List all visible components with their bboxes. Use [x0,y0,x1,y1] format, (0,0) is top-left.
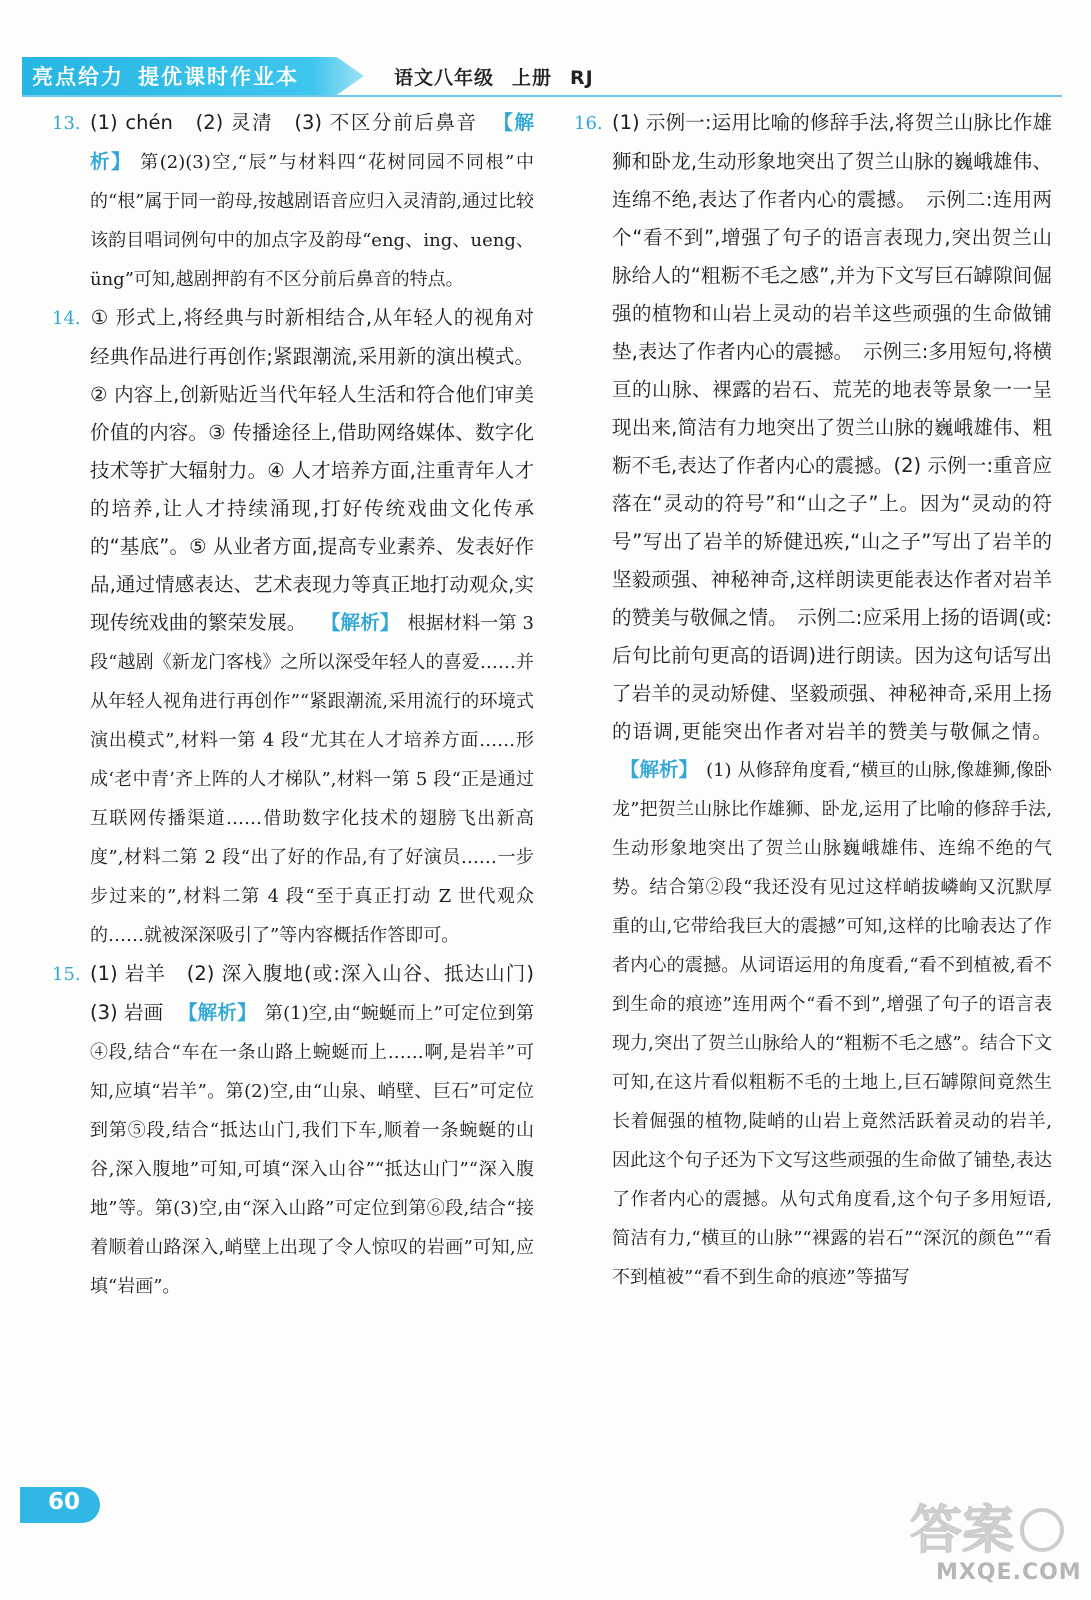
analysis-text: 第(2)(3)空,“辰”与材料四“花树同园不同根”中的“根”属于同一韵母,按越剧语音应归入灵清韵,通过比较该韵目唱词例句中的加点字及韵母“eng、ing、ueng、üng”可知,越剧押韵有不区分前后鼻音的特点。 [90,152,534,290]
analysis-tag: 【解析】 [620,758,699,781]
answer-text: (1) chén (2) 灵清 (3) 不区分前后鼻音 [90,111,478,134]
subject-grade: 语文八年级 [394,67,495,89]
analysis-text: 第(1)空,由“蜿蜒而上”可定位到第④段,结合“车在一条山路上蜿蜒而上……啊,是岩羊”可知,应填“岩羊”。第(2)空,由“山泉、峭壁、巨石”可定位到第⑤段,结合“抵达山门,我们下车,顺着一条蜿蜒的山谷,深入腹地”可知,可填“深入山谷”“抵达山门”“深入腹地”等。第(3)空,由“深入山路”可定位到第⑥段,结合“接着顺着山路深入,峭壁上出现了令人惊叹的岩画”可知,应填“岩画”。 [90,1003,534,1297]
left-column [52,104,554,1306]
question-number: 15. [52,964,81,985]
series-title [32,61,299,91]
page-header [0,0,1091,96]
question-number: 13. [52,113,81,134]
question-14 [52,299,534,955]
answer-text: (1) 示例一:运用比喻的修辞手法,将贺兰山脉比作雄狮和卧龙,生动形象地突出了贺兰山脉的巍峨雄伟、连绵不绝,表达了作者内心的震撼。 示例二:连用两个“看不到”,增强了句子的语言表现力,突出贺兰山脉给人的“粗粝不毛之感”,并为下文写巨石罅隙间倔强的植物和山岩上灵动的岩羊这些顽强的生命做铺垫,表达了作者内心的震撼。 示例三:多用短句,将横亘的山脉、裸露的岩石、荒芜的地表等景象一一呈现出来,简洁有力地突出了贺兰山脉的巍峨雄伟、粗粝不毛,表达了作者内心的震撼。(2) 示例一:重音应落在“灵动的符号”和“山之子”上。因为“灵动的符号”写出了岩羊的矫健迅疾,“山之子”写出了岩羊的坚毅顽强、神秘神奇,这样朗读更能表达作者对岩羊的赞美与敬佩之情。 示例二:应采用上扬的语调(或:后句比前句更高的语调)进行朗读。因为这句话写出了岩羊的灵动矫健、坚毅顽强、神秘神奇,采用上扬的语调,更能突出作者对岩羊的赞美与敬佩之情。 [612,111,1052,743]
series-name: 提优课时作业本 [138,65,299,89]
analysis-text: (1) 从修辞角度看,“横亘的山脉,像雄狮,像卧龙”把贺兰山脉比作雄狮、卧龙,运用了比喻的修辞手法,生动形象地突出了贺兰山脉巍峨雄伟、连绵不绝的气势。结合第②段“我还没有见过这样峭拔嶙峋又沉默厚重的山,它带给我巨大的震撼”可知,这样的比喻表达了作者内心的震撼。从词语运用的角度看,“看不到植被,看不到生命的痕迹”连用两个“看不到”,增强了句子的语言表现力,突出了贺兰山脉给人的“粗粝不毛之感”。结合下文可知,在这片看似粗粝不毛的土地上,巨石罅隙间竟然生长着倔强的植物,陡峭的山岩上竟然活跃着灵动的岩羊,因此这个句子还为下文写这些顽强的生命做了铺垫,表达了作者内心的震撼。从句式角度看,这个句子多用短语,简洁有力,“横亘的山脉”“裸露的岩石”“深沉的颜色”“看不到植被”“看不到生命的痕迹”等描写 [612,760,1052,1288]
brand-name: 亮点给力 [32,65,124,89]
analysis-text: 根据材料一第 3 段“越剧《新龙门客栈》之所以深受年轻人的喜爱……并从年轻人视角进行再创作”“紧跟潮流,采用流行的环境式演出模式”,材料一第 4 段“尤其在人才培养方面……形成‘老中青’齐上阵的人才梯队”,材料一第 5 段“正是通过互联网传播渠道……借助数字化技术的翅膀飞出新高度”,材料二第 2 段“出了好的作品,有了好演员……一步步过来的”,材料二第 4 段“至于真正打动 Z 世代观众的……就被深深吸引了”等内容概括作答即可。 [90,613,534,946]
analysis-tag: 【解析】 [320,611,400,634]
question-number: 16. [574,113,603,134]
question-16 [574,104,1052,1297]
right-column [574,104,1052,1297]
analysis-tag: 【解析】 [177,1001,257,1024]
question-number: 14. [52,308,81,329]
header-divider [22,95,1062,97]
watermark-text: MXQE.COM [936,1560,1082,1585]
question-13 [52,104,534,299]
volume: 上册 [512,67,553,89]
analysis-tag: 【解析】 [90,111,534,173]
question-15 [52,955,554,1306]
page-number: 60 [48,1489,81,1515]
subject-info [394,63,612,90]
answer-text: ① 形式上,将经典与时新相结合,从年轻人的视角对经典作品进行再创作;紧跟潮流,采用新的演出模式。② 内容上,创新贴近当代年轻人生活和符合他们审美价值的内容。③ 传播途径上,借助网络媒体、数字化技术等扩大辐射力。④ 人才培养方面,注重青年人才的培养,让人才持续涌现,打好传统戏曲文化传承的“基底”。⑤ 从业者方面,提高专业素养、发表好作品,通过情感表达、艺术表现力等真正地打动观众,实现传统戏曲的繁荣发展。 [90,306,534,634]
edition: RJ [570,67,594,89]
answer-text: (1) 岩羊 (2) 深入腹地(或:深入山谷、抵达山门) (3) 岩画 [90,962,554,1024]
svg-text:答案: 答案 [910,1501,1015,1561]
